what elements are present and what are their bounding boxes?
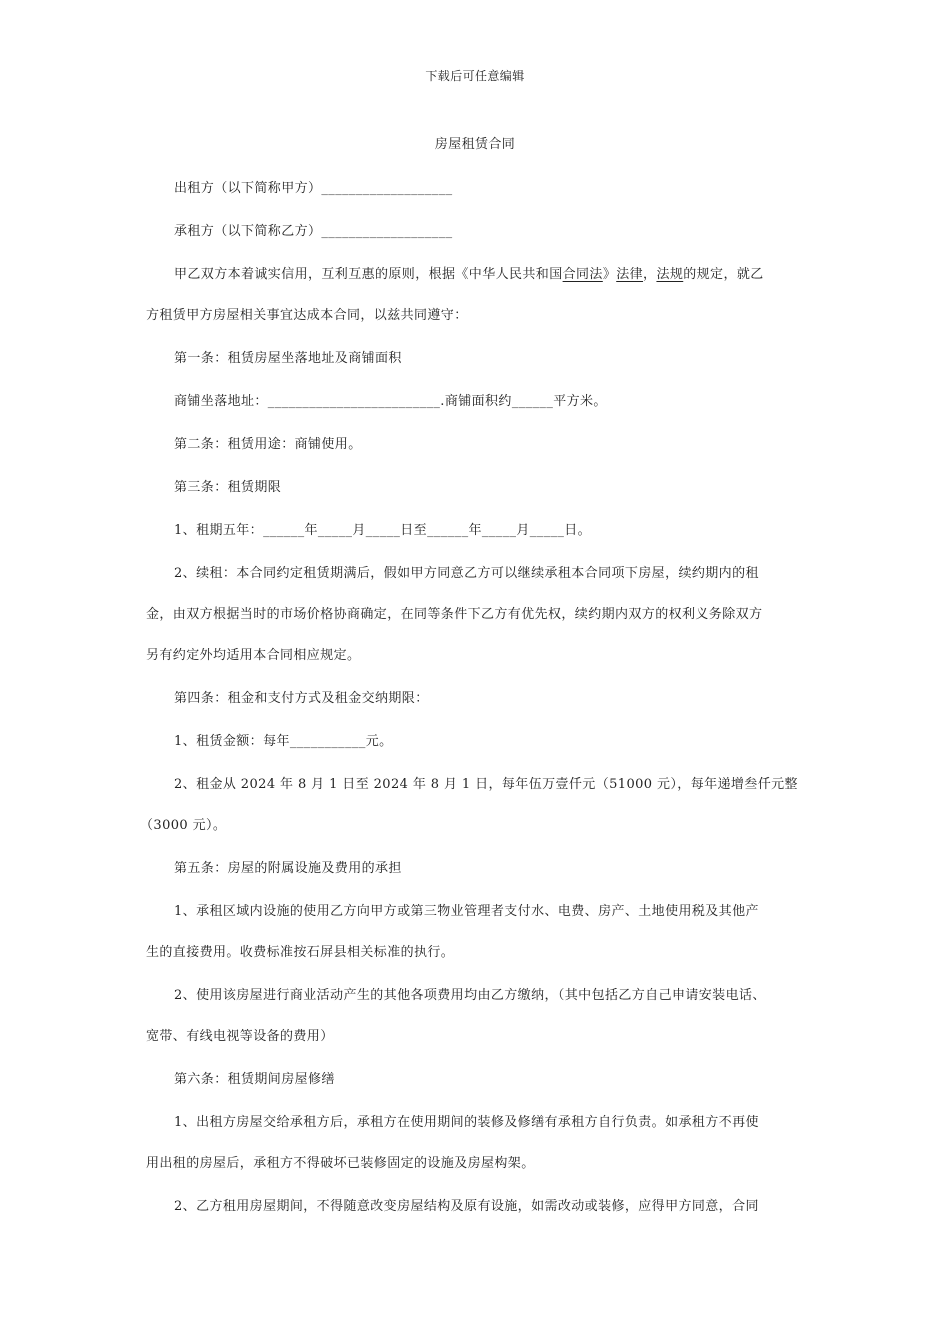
repair-clause-1-line-1: 1、出租方房屋交给承租方后，承租方在使用期间的装修及修缮有承租方自行负责。如承租方不再使 xyxy=(174,1115,759,1130)
facilities-clause-2-line-2: 宽带、有线电视等设备的费用） xyxy=(146,1029,334,1044)
renewal-line-1: 2、续租：本合同约定租赁期满后，假如甲方同意乙方可以继续承租本合同项下房屋，续约期内的租 xyxy=(174,566,759,581)
article-6-heading: 第六条：租赁期间房屋修缮 xyxy=(174,1072,335,1087)
article-5-heading: 第五条：房屋的附属设施及费用的承担 xyxy=(174,861,402,876)
facilities-clause-1-line-2: 生的直接费用。收费标准按石屏县相关标准的执行。 xyxy=(146,945,455,960)
intro-text-mid2: ， xyxy=(643,267,657,282)
document-title: 房屋租赁合同 xyxy=(434,137,516,152)
law-link[interactable]: 法律 xyxy=(616,267,644,282)
renewal-line-3: 另有约定外均适用本合同相应规定。 xyxy=(146,648,361,663)
intro-line-1 xyxy=(174,265,764,285)
facilities-clause-1-line-1: 1、承租区域内设施的使用乙方向甲方或第三物业管理者支付水、电费、房产、土地使用税及其他产 xyxy=(174,904,759,919)
lease-term-line: 1、租期五年：______年_____月_____日至______年_____月_____日。 xyxy=(174,523,592,538)
page-header: 下载后可任意编辑 xyxy=(425,69,525,83)
article-3-heading: 第三条：租赁期限 xyxy=(174,480,282,495)
repair-clause-2-line-1: 2、乙方租用房屋期间，不得随意改变房屋结构及原有设施，如需改动或装修，应得甲方同意，合同 xyxy=(174,1199,759,1214)
article-1-heading: 第一条：租赁房屋坐落地址及商铺面积 xyxy=(174,351,402,366)
rent-amount-line: 1、租赁金额：每年___________元。 xyxy=(174,734,393,749)
regulation-link[interactable]: 法规 xyxy=(656,267,684,282)
intro-text-post: 的规定，就乙 xyxy=(683,267,764,282)
lessor-line: 出租方（以下简称甲方）___________________ xyxy=(174,181,453,196)
rent-schedule-line-1: 2、租金从 2024 年 8 月 1 日至 2024 年 8 月 1 日，每年伍万壹仟元（51000 元），每年递增叁仟元整 xyxy=(174,777,798,792)
intro-line-2: 方租赁甲方房屋相关事宜达成本合同，以兹共同遵守： xyxy=(146,308,468,323)
article-2-heading: 第二条：租赁用途：商铺使用。 xyxy=(174,437,362,452)
article-4-heading: 第四条：租金和支付方式及租金交纳期限： xyxy=(174,691,429,706)
rent-schedule-line-2: （3000 元）。 xyxy=(140,818,227,833)
renewal-line-2: 金，由双方根据当时的市场价格协商确定，在同等条件下乙方有优先权，续约期内双方的权利义务除双方 xyxy=(146,607,763,622)
shop-address-line: 商铺坐落地址：_________________________.商铺面积约______平方米。 xyxy=(174,394,607,409)
lessee-line: 承租方（以下简称乙方）___________________ xyxy=(174,224,453,239)
intro-text-pre: 甲乙双方本着诚实信用，互利互惠的原则，根据《中华人民共和国 xyxy=(174,267,563,282)
facilities-clause-2-line-1: 2、使用该房屋进行商业活动产生的其他各项费用均由乙方缴纳，（其中包括乙方自己申请安装电话、 xyxy=(174,988,766,1003)
contract-law-link[interactable]: 合同法 xyxy=(562,267,603,282)
repair-clause-1-line-2: 用出租的房屋后，承租方不得破坏已装修固定的设施及房屋构架。 xyxy=(146,1156,535,1171)
intro-text-mid1: 》 xyxy=(602,267,617,282)
